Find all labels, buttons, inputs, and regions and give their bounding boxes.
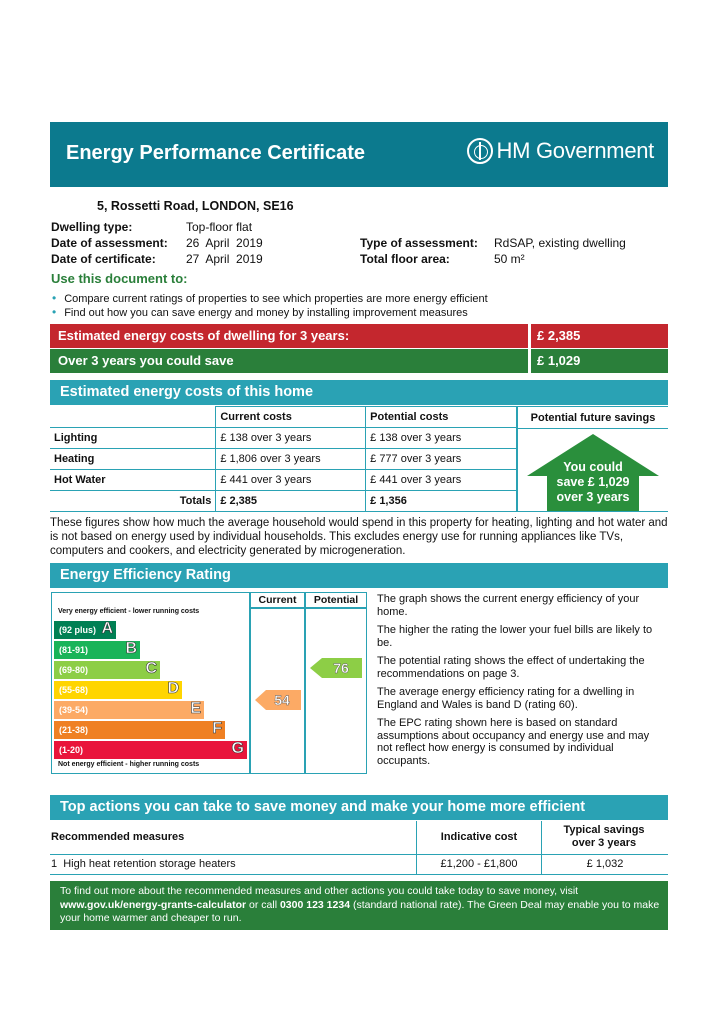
floor-area-value: 50 m² bbox=[494, 252, 525, 266]
rating-note: The EPC rating shown here is based on standard assumptions about occupancy and energy use and may not reflect how energy is consumed by individual occupants. bbox=[377, 717, 650, 767]
bullet-icon: • bbox=[52, 291, 57, 305]
green-deal-note: To find out more about the recommended measures and other actions you could take today to save money, visit www.gov.uk/energy-grants-calculator or call 0300 123 1234 (standard national rate). The Green Deal may enable you to make your home warmer and cheaper to run. bbox=[50, 881, 668, 930]
rating-note: The higher the rating the lower your fuel bills are likely to be. bbox=[377, 624, 653, 649]
actions-table bbox=[50, 821, 668, 875]
row-label: Lighting bbox=[50, 428, 216, 449]
total-potential-cost: £ 1,356 bbox=[366, 491, 517, 512]
indicative-cost-header: Indicative cost bbox=[440, 831, 518, 843]
assessment-date-label: Date of assessment: bbox=[51, 236, 168, 250]
savings-bar: Over 3 years you could save bbox=[50, 349, 528, 373]
assessment-type-label: Type of assessment: bbox=[360, 236, 478, 250]
band-f: (21-38) F bbox=[54, 721, 225, 739]
costs-explanation: These figures show how much the average household would spend in this property for heating, lighting and hot water and is not based on energy used by individual households. This excludes energy use for running appliances like TVs, computers and cookers, and electricity generated by microgeneration. bbox=[50, 517, 668, 557]
rating-note: The graph shows the current energy efficiency of your home. bbox=[377, 593, 640, 618]
row-label: Hot Water bbox=[50, 470, 216, 491]
top-actions-section-title: Top actions you can take to save money and make your home more efficient bbox=[50, 795, 668, 820]
cost-cell: £1,200 - £1,800 bbox=[440, 858, 518, 870]
not-efficient-label: Not energy efficient - higher running costs bbox=[58, 761, 200, 768]
rating-note: The potential rating shows the effect of undertaking the recommendations on page 3. bbox=[377, 655, 645, 680]
table-row bbox=[50, 428, 517, 449]
table-row bbox=[50, 449, 517, 470]
royal-crest-icon bbox=[467, 138, 493, 164]
current-column-header: Current bbox=[258, 594, 297, 606]
certificate-date-label: Date of certificate: bbox=[51, 252, 156, 266]
table-row bbox=[50, 470, 517, 491]
band-d: (55-68) D bbox=[54, 681, 182, 699]
current-cost-cell: £ 138 over 3 years bbox=[216, 428, 366, 449]
totals-row bbox=[50, 491, 517, 512]
potential-cost-cell: £ 441 over 3 years bbox=[366, 470, 517, 491]
band-e: (39-54) E bbox=[54, 701, 204, 719]
future-savings-panel bbox=[517, 406, 668, 512]
estimated-costs-section-title: Estimated energy costs of this home bbox=[50, 380, 668, 405]
phone-number: 0300 123 1234 bbox=[279, 898, 351, 911]
dwelling-type-label: Dwelling type: bbox=[51, 220, 133, 234]
rating-note: The average energy efficiency rating for a dwelling in England and Wales is band D (rating 60). bbox=[377, 686, 635, 711]
dwelling-type-value: Top-floor flat bbox=[186, 220, 253, 234]
recommended-measures-header: Recommended measures bbox=[51, 831, 185, 843]
energy-efficiency-section-title: Energy Efficiency Rating bbox=[50, 563, 668, 588]
measure-cell: 1 High heat retention storage heaters bbox=[51, 858, 236, 870]
certificate-header bbox=[50, 122, 668, 187]
potential-cost-cell: £ 138 over 3 years bbox=[366, 428, 517, 449]
table-header-row bbox=[50, 407, 517, 428]
estimated-costs-bar: Estimated energy costs of dwelling for 3 years: bbox=[50, 324, 528, 348]
estimated-costs-value: £ 2,385 bbox=[531, 324, 668, 348]
current-rating-value: 54 bbox=[274, 692, 290, 708]
energy-grants-link[interactable]: www.gov.uk/energy-grants-calculator bbox=[60, 898, 247, 911]
potential-rating-value: 76 bbox=[333, 660, 349, 676]
property-address: 5, Rossetti Road, LONDON, SE16 bbox=[97, 199, 294, 213]
band-b: (81-91) B bbox=[54, 641, 140, 659]
potential-costs-header: Potential costs bbox=[366, 407, 517, 428]
current-cost-cell: £ 441 over 3 years bbox=[216, 470, 366, 491]
total-current-cost: £ 2,385 bbox=[216, 491, 366, 512]
hm-government-logo bbox=[467, 138, 654, 164]
rating-notes bbox=[377, 593, 667, 767]
savings-arrow-text: You could save £ 1,029 over 3 years bbox=[556, 460, 630, 504]
floor-area-label: Total floor area: bbox=[360, 252, 450, 266]
current-costs-header: Current costs bbox=[216, 407, 366, 428]
assessment-type-value: RdSAP, existing dwelling bbox=[494, 236, 626, 250]
potential-cost-cell: £ 777 over 3 years bbox=[366, 449, 517, 470]
assessment-date-value: 26 April 2019 bbox=[186, 236, 263, 250]
very-efficient-label: Very energy efficient - lower running costs bbox=[58, 608, 200, 615]
band-a: (92 plus) A bbox=[54, 621, 116, 639]
energy-rating-chart bbox=[51, 592, 367, 774]
typical-savings-header: Typical savings over 3 years bbox=[563, 824, 645, 849]
current-cost-cell: £ 1,806 over 3 years bbox=[216, 449, 366, 470]
savings-value: £ 1,029 bbox=[531, 349, 668, 373]
band-c: (69-80) C bbox=[54, 661, 160, 679]
certificate-date-value: 27 April 2019 bbox=[186, 252, 263, 266]
totals-label: Totals bbox=[50, 491, 216, 512]
savings-cell: £ 1,032 bbox=[586, 858, 624, 870]
band-g: (1-20) G bbox=[54, 741, 247, 759]
hm-government-text: HM Government bbox=[496, 138, 654, 163]
use-bullet: • Find out how you can save energy and money by installing improvement measures bbox=[52, 305, 468, 319]
potential-column-header: Potential bbox=[313, 594, 359, 606]
future-savings-header: Potential future savings bbox=[518, 407, 668, 429]
page-title: Energy Performance Certificate bbox=[66, 142, 366, 164]
row-label: Heating bbox=[50, 449, 216, 470]
bullet-icon: • bbox=[52, 305, 57, 319]
use-bullet: • Compare current ratings of properties to see which properties are more energy efficient bbox=[52, 291, 488, 305]
use-document-heading: Use this document to: bbox=[51, 271, 188, 286]
costs-table bbox=[50, 406, 517, 512]
